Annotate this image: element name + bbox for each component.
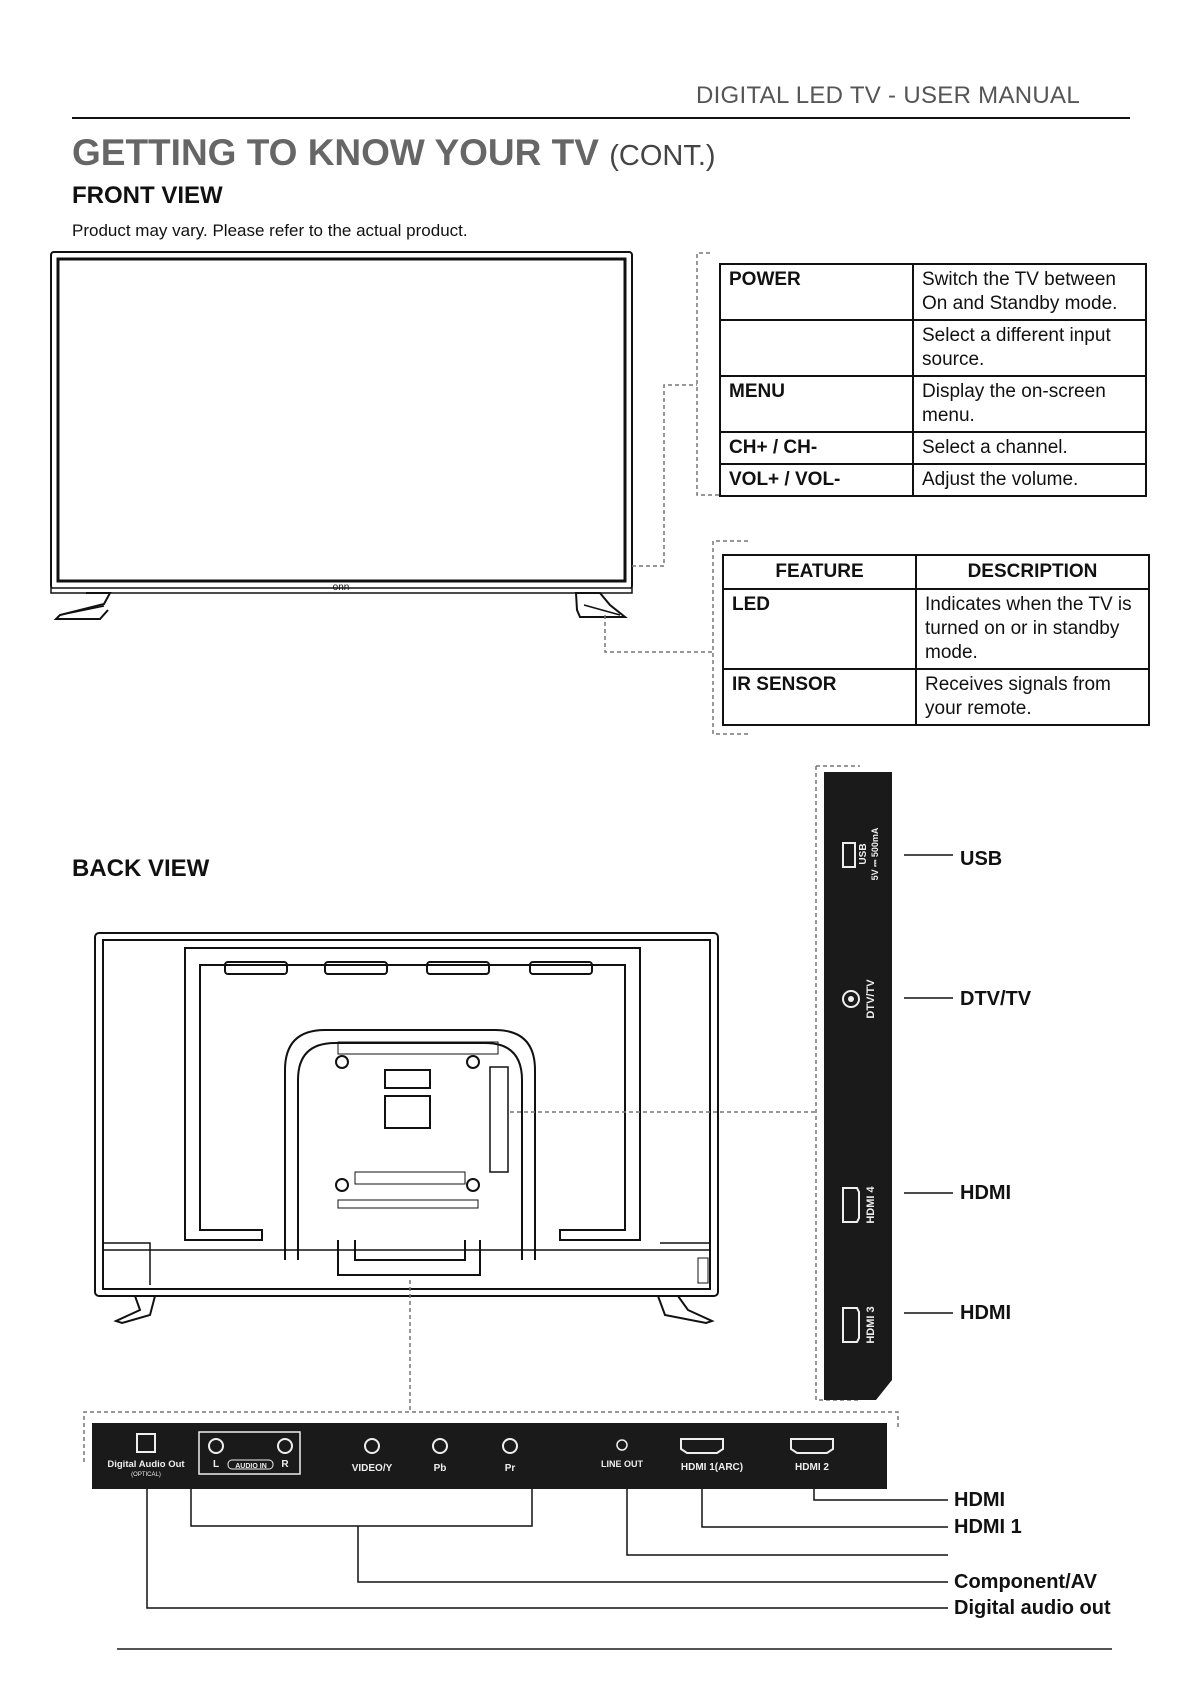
callout-dtv: DTV/TV <box>960 988 1032 1010</box>
table-row <box>723 669 1149 725</box>
feature-table <box>722 554 1150 726</box>
dtv-port-print: DTV/TV <box>865 979 877 1019</box>
optical-subprint: (OPTICAL) <box>131 1472 161 1478</box>
product-note: Product may vary. Please refer to the actual product. <box>72 221 468 240</box>
callout-hdmi: HDMI <box>954 1489 1006 1511</box>
callout-digital-audio-out: Digital audio out <box>954 1597 1111 1619</box>
callout-usb: USB <box>960 848 1003 870</box>
page-title-suffix: (CONT.) <box>609 140 716 172</box>
audio-l-print: L <box>212 1459 220 1470</box>
callout-hdmi-3: HDMI <box>960 1302 1012 1324</box>
table-row <box>720 464 1146 496</box>
hdmi2-port-print: HDMI 2 <box>795 1462 829 1473</box>
footer-divider <box>117 1648 1112 1650</box>
control-name: VOL+ / VOL- <box>720 464 913 496</box>
front-view-heading: FRONT VIEW <box>72 182 223 209</box>
bottom-callout-lines <box>147 1489 948 1608</box>
back-callout-connectors <box>84 766 898 1462</box>
hdmi3-port-print: HDMI 3 <box>865 1306 877 1344</box>
pb-port-print: Pb <box>433 1463 447 1474</box>
control-description: Select a channel. <box>913 432 1146 464</box>
callout-hdmi-4: HDMI <box>960 1182 1012 1204</box>
usb-port-rating: 5V ⎓ 500mA <box>870 827 880 881</box>
side-port-panel <box>824 772 892 1400</box>
control-description: Switch the TV between On and Standby mode. <box>913 264 1146 320</box>
feature-description: Indicates when the TV is turned on or in standby mode. <box>916 589 1149 669</box>
side-callout-lines <box>904 855 953 1313</box>
audio-r-print: R <box>281 1459 289 1470</box>
hdmi1-port-print: HDMI 1(ARC) <box>680 1462 744 1473</box>
bottom-port-panel <box>92 1423 887 1489</box>
audio-in-print: AUDIO IN <box>235 1463 267 1470</box>
callout-hdmi-1: HDMI 1 <box>954 1516 1022 1538</box>
table-row <box>720 376 1146 432</box>
callout-component-av: Component/AV <box>954 1571 1097 1593</box>
feature-name: LED <box>723 589 916 669</box>
table-row <box>720 320 1146 376</box>
controls-table <box>719 263 1147 497</box>
brand-logo: onn <box>332 582 350 593</box>
control-description: Adjust the volume. <box>913 464 1146 496</box>
page-title-main: GETTING TO KNOW YOUR TV <box>72 132 599 173</box>
pr-port-print: Pr <box>504 1463 516 1474</box>
back-tv-drawing <box>95 933 718 1323</box>
feature-description: Receives signals from your remote. <box>916 669 1149 725</box>
control-description: Select a different input source. <box>913 320 1146 376</box>
control-name: MENU <box>720 376 913 432</box>
feature-name: IR SENSOR <box>723 669 916 725</box>
line-out-print: LINE OUT <box>601 1459 643 1469</box>
usb-port-print: USB <box>858 843 869 865</box>
description-column-header: DESCRIPTION <box>916 555 1149 589</box>
control-name <box>720 320 913 376</box>
table-row <box>720 432 1146 464</box>
manual-header-title: DIGITAL LED TV - USER MANUAL <box>695 82 1080 109</box>
control-description: Display the on-screen menu. <box>913 376 1146 432</box>
front-tv-drawing <box>51 252 632 619</box>
table-header-row <box>723 555 1149 589</box>
video-port-print: VIDEO/Y <box>351 1463 393 1474</box>
table-row <box>723 589 1149 669</box>
table-row <box>720 264 1146 320</box>
back-view-illustration <box>0 740 1190 1640</box>
control-name: POWER <box>720 264 913 320</box>
back-view-heading: BACK VIEW <box>72 855 210 882</box>
control-name: CH+ / CH- <box>720 432 913 464</box>
digital-audio-port-print: Digital Audio Out <box>107 1459 185 1470</box>
hdmi4-port-print: HDMI 4 <box>865 1186 877 1224</box>
feature-column-header: FEATURE <box>723 555 916 589</box>
